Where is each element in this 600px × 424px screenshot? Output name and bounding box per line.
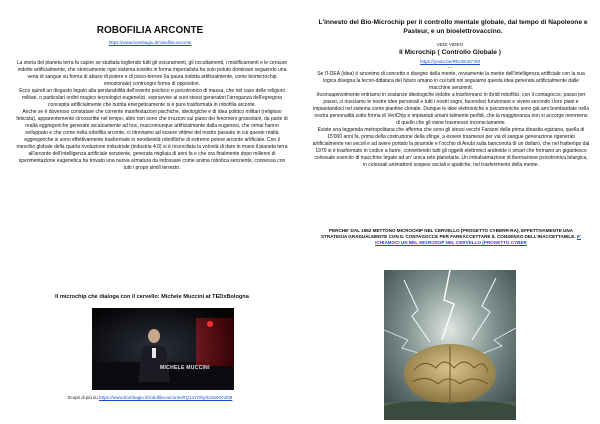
microchip-subtitle: Il Microchip ( Controllo Globale ) — [399, 49, 501, 56]
vedi-video-label: VEDI VIDEO — [436, 42, 464, 47]
video-thumbnail[interactable] — [92, 308, 234, 390]
brain-illustration — [384, 270, 516, 420]
note-text: PERCHE' DAL 1962 METTONO MICROCHIP NEL CERVELLO (PROGETTO CYBERR-RA), EFFETTIVAMENTE UNA STRATEGIA GRADUALMENTE CON IL CONTAGOCCE PER FAREACCETTARE IL CONSENSO DELL'INACCETTABILE. — [320, 228, 576, 240]
right-column — [300, 0, 600, 424]
left-paragraph-3: Anche se è doveroso constatare che corrente manifestazioni psichiche, ideologiche e di idea politico militari (religioso feticista), apparentemente circoscritte nel tempo, altro non sono che irruzioni sul piano dei fenomeni grossolani, da parte di realtà eggregoriche generate arcaicamente ad hoc, maccomunque artificialmente dalla eugenesi, che ormai hanno sviluppato e che come nella robofilia arconte, ci ritroviamo ad essere vittime del nostro passato in cui queste realtà eggregoriche si sono effettivamente trasformate in neodivinità robofiliche di estremo potere arconte artificiale. Con il meschio globale della quarta rivoluzione industriale (industria 4.0) si è riconciliata la volontà di dare in mano il pianeta terra all'arconte dell'intelligenza artificiale senziente, generata migliaia di anni fa e che ora finalmente dopo millenni di sperimentazione eugenetica ha trovato una nuova armatura da indossare come anima robotica senziente, connessa con tutti i propri simili terrestri. — [16, 109, 288, 171]
note-link[interactable]: E' ICHIAMOCI UN BEL MIGROSOP NEL CERVELLO (PROGETTO CYBER — [375, 234, 582, 246]
left-url-link[interactable]: https://www.bombagiu.it/robofilia-arconte — [108, 40, 192, 45]
caption-link[interactable]: https://www.bombagiu.it/robofilia-arconte/#Q1xYOhyXoGeKKVi09 — [98, 395, 233, 400]
left-paragraph-2: Ecco quindi un disgusto legato alla perdurabilità dell'evento psichico e psicotronico di massa, che nel caso delle religioni militari, o particolari ordini magico tecnologici eugenetici, sopravvive ai suoi stessi generatori l'arroganza dell'egregora concepita artificialmente che nutrita energeticamente si è pure trasformata in robofilia arconte. — [19, 88, 285, 108]
right-paragraph-2: Inconsapevolmente entriamo in sostanze ideologiche indotte a trasformarci in ibridi robofilici, con il contagocce, passo per passo, ci riusciamo le nostre idee personali e tutti i nostri sogni, facendoci funzionare e vivere secondo i loro piani e impiantandoci nel sistema come piantine clonate. Dunque le idee elettroniche e psicotroniche sono già ami bombardate nella nostra personalità sotto forma di VeriChip e impiantati umani talmente perfidi, che la maggioranza non si accorge nemmeno di quello che gli viene trasmesso inconsciamente. — [312, 92, 589, 126]
speaker-image — [92, 308, 234, 390]
right-article-body — [312, 71, 590, 169]
left-paragraph-1: La storia del pianeta terra fa capire se studiata togliendo tutti gli oscuramenti, gli occultamenti, i mistificamenti e le censure indotte artificialmente, che storicamente ogni sistema esistito in forma imperialista ha solo potuto dominare seguendo una vena di sangue su forma di abuso di potere e di psico-terrore (la paura indotta artificialmente, come biomicrochip emozionale) controogni forma di oppositori. — [16, 60, 288, 87]
left-title: ROBOFILIA ARCONTE — [96, 25, 204, 36]
source-caption — [0, 395, 300, 400]
caption-prefix: Scopri di più su — [67, 395, 98, 400]
right-paragraph-1: Se l'I-DEA (idea) è sinonimo di concetto o disegno della mente, ovviamente la mente dell'intelligenza artificiale con la sua logica disegna la tecno-dittatura del futuro umano in cui tutti noi seguiamo questa idea generata artificialmente dalle macchine senzienti. — [317, 71, 585, 91]
right-paragraph-3: Esiste una leggenda metropolitana che afferma che sono gli stessi vecchi Faraoni della prima dinastia egiziana, quella di 15'000 anni fa, prima della costruzione della sfinge, a essere trasmessi per via di sangue generazione rigenerati artificialmente nei secoli e ad avere portato la piramide e l'occhio di Anubi sulla banconota di un dollaro, che nel frattempo dal 1970 si è trasformato in codice a barre, connettendo tutti gli oggetti elettronici androide o smart che formano un gigantesco colossale esercito di macchine legate ad un' unica rete planetaria. Un imbalsamazione di ibernazione psicotronica letargica, in colossali animatroni sospesi sociali e apatiche, nel trasferimento della mente. — [312, 127, 590, 168]
ellipsis: ... — [447, 64, 453, 70]
brain-lightning-image — [384, 270, 516, 420]
video-overlay-name: MICHELE MUCCINI — [160, 365, 210, 371]
youtube-link[interactable]: https://youtu.be/RhcWc5YVM — [420, 59, 480, 64]
microchip-note — [316, 228, 586, 247]
right-title: L'innesto del Bio-Microchip per il controllo mentale globale, dal tempo di Napoleone e Pasteur, e un bioelettrovaccino. — [318, 19, 588, 35]
left-article-body — [16, 60, 288, 172]
video-title: Il microchip che dialoga con il cervello: Michele Muccini at TEDxBologna — [55, 294, 249, 300]
